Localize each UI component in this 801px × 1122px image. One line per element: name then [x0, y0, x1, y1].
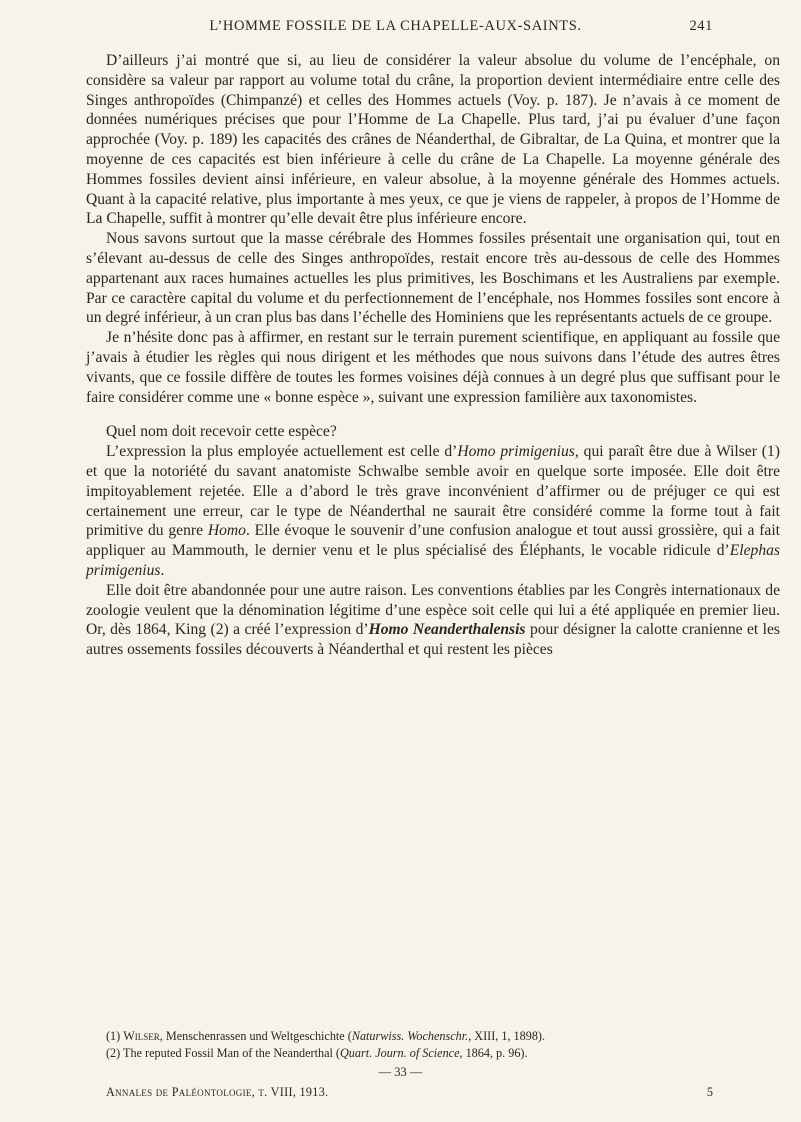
imprint: Annales de Paléontologie, t. VIII, 1913. [106, 1085, 329, 1099]
paragraph: Je n’hésite donc pas à affirmer, en restant sur le terrain purement scientifique, en appliquant au fossile que j’avais à étudier les règles qui nous dirigent et les méthodes que nous suivons dans l’étude des autres êtres vivants, que ce fossile diffère de toutes les formes voisines déjà connues à un degré plus que suffisant pour le faire considérer comme une « bonne espèce », suivant une expression familière aux taxonomistes. [86, 329, 780, 406]
footnotes [86, 1028, 780, 1061]
species-name: Homo Neanderthalensis [368, 621, 526, 639]
text-run: . Elle évoque le souvenir d’une confusion analogue et tout aussi grossière, qui a fait appliquer au Mammouth, le dernier venu et le plus spécialisé des Éléphants, le vocable ridicule d’ [86, 522, 780, 560]
text-run: pour désigner la calotte cranienne et les autres ossements fossiles découverts à Néanderthal et qui restent les pièces [86, 621, 780, 659]
text-run: , qui paraît être due à Wilser (1) et que la notoriété du savant anatomiste Schwalbe semble avoir en quelque sorte imposée. Elle doit être impitoyablement rejetée. Elle a d’abord le très grave inconvénient d’affirmer ou de préjuger ce qui est certainement une erreur, car le type de Néanderthal ne saurait être considéré comme la forme tout à fait primitive du genre [86, 443, 780, 540]
text-run: , XIII, 1, 1898). [468, 1029, 546, 1043]
text-run: , 1864, p. 96). [459, 1045, 528, 1060]
body-text [86, 51, 780, 660]
footnote-marker: (2) [106, 1045, 121, 1060]
text-run: . [160, 561, 165, 579]
section-break [86, 407, 780, 422]
footnote [86, 1028, 780, 1045]
text-run: Elle doit être abandonnée pour une autre raison. Les conventions établies par les Congrès internationaux de zoologie veulent que la dénomination légitime d’une espèce soit celle qui lui a été appliquée en premier lieu. Or, dès 1864, King (2) a créé l’expression d’ [86, 581, 780, 639]
journal-title: Quart. Journ. of Science [340, 1045, 460, 1060]
running-title: L’HOMME FOSSILE DE LA CHAPELLE-AUX-SAINTS. [209, 18, 582, 34]
genus-name: Homo [207, 522, 246, 540]
paragraph: Quel nom doit recevoir cette espèce? [106, 423, 337, 441]
page-number: 241 [689, 18, 713, 34]
sequence-marker: — 33 — [378, 1065, 423, 1079]
species-name: Homo primigenius [457, 443, 575, 461]
journal-title: Naturwiss. Wochenschr. [351, 1029, 469, 1043]
footnote-author: Wilser [123, 1029, 160, 1043]
paragraph [86, 581, 780, 660]
running-head [78, 18, 713, 40]
paragraph: Nous savons surtout que la masse cérébrale des Hommes fossiles présentait une organisation qui, tout en s’élevant au-dessus de celle des Singes anthropoïdes, restait encore très au-dessous de celle des Hommes appartenant aux races humaines actuelles les plus primitives, les Boschimans et les Australiens par exemple. Par ce caractère capital du volume et du perfectionnement de l’encéphale, nos Hommes fossiles sont encore à un degré inférieur, à un cran plus bas dans l’échelle des Hominiens que les représentants actuels de ce groupe. [86, 230, 780, 327]
footnote [86, 1045, 780, 1062]
paragraph: D’ailleurs j’ai montré que si, au lieu de considérer la valeur absolue du volume de l’encéphale, on considère sa valeur par rapport au volume total du crâne, la proportion devient intermédiaire entre celle des Singes anthropoïdes (Chimpanzé) et celles des Hommes actuels (Voy. p. 187). Je n’avais à ce moment de données numériques précises que pour l’Homme de La Chapelle. Plus tard, j’ai pu évaluer d’une façon approchée (Voy. p. 189) les capacités des crânes de Néanderthal, de Gibraltar, de La Quina, et montrer que la moyenne de ces capacités est bien inférieure à celle du crâne de La Chapelle. La moyenne générale des Hommes fossiles devient ainsi inférieure, en valeur absolue, à la moyenne générale des Hommes actuels. Quant à la capacité relative, plus importante à mes yeux, ce que je viens de rappeler, à propos de l’Homme de La Chapelle, suffit à montrer qu’elle devait être plus inférieure encore. [86, 52, 780, 228]
paragraph [86, 442, 780, 581]
text-run: The reputed Fossil Man of the Neanderthal ( [123, 1045, 340, 1060]
species-name: Elephas primigenius [86, 542, 780, 579]
footnote-marker: (1) [106, 1029, 121, 1043]
text-run: , Menschenrassen und Weltgeschichte ( [159, 1029, 352, 1043]
text-run: L’expression la plus employée actuellement est celle d’ [106, 443, 458, 461]
imprint-line [106, 1085, 713, 1100]
signature-mark: 5 [706, 1085, 713, 1099]
